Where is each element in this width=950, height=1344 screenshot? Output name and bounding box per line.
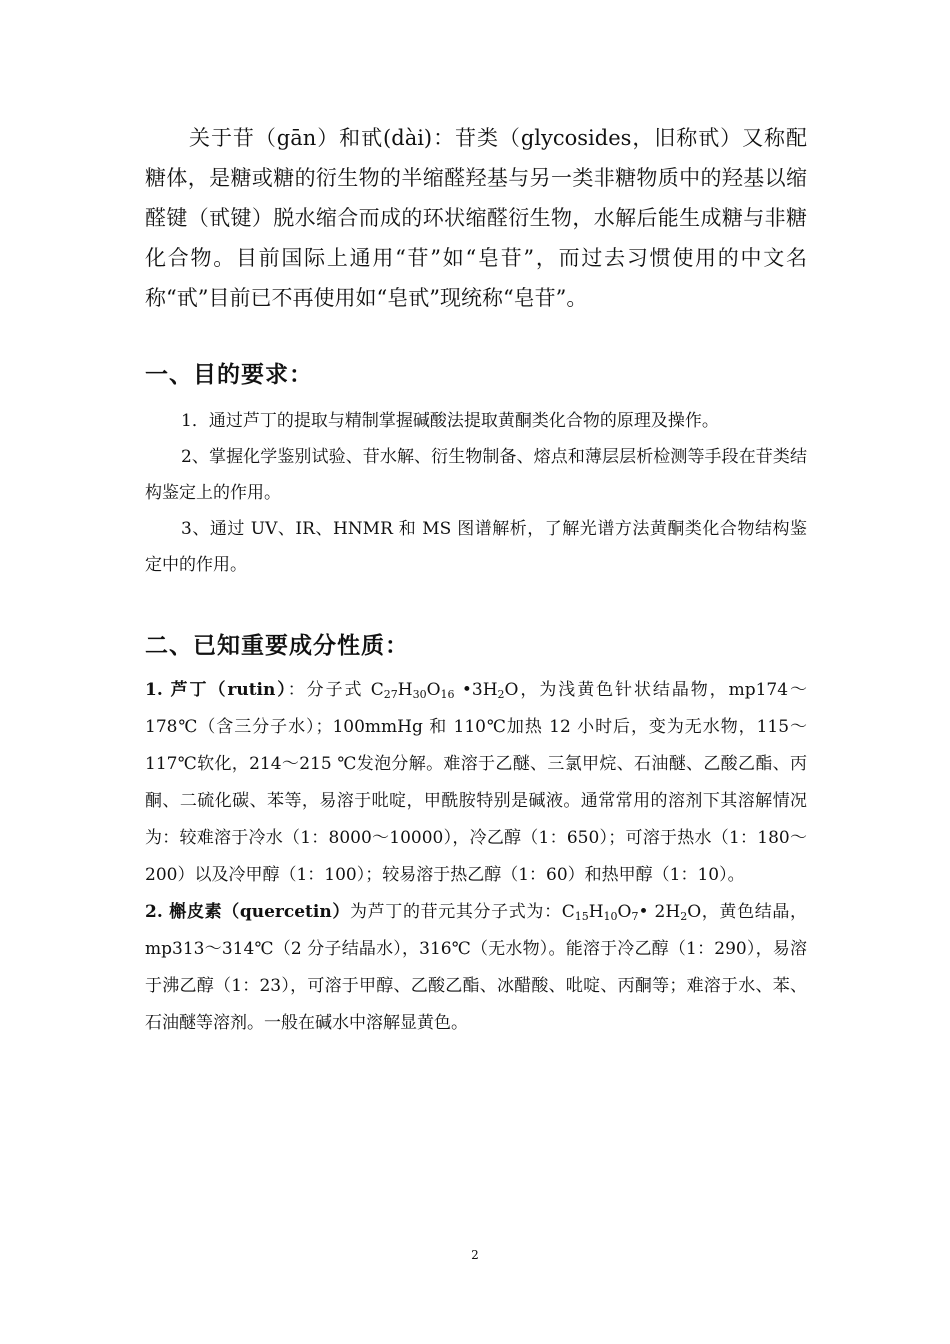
section-heading-properties: 二、已知重要成分性质：: [145, 633, 409, 659]
rutin-label: 1. 芦丁（rutin）: [145, 680, 288, 700]
quercetin-description: O，黄色结晶，mp313～314℃（2 分子结晶水），316℃（无水物）。能溶于冷乙醇（1：290），易溶于沸乙醇（1：23），可溶于甲醇、乙酸乙酯、冰醋酸、吡啶、丙酮等；难溶于水、苯、石油醚等溶剂。一般在碱水中溶解显黄色。: [145, 902, 807, 1033]
quercetin-formula-sub: 2: [680, 910, 688, 923]
quercetin-formula-part: 为芦丁的苷元其分子式为：C: [350, 902, 575, 922]
quercetin-formula-sub: 7: [631, 910, 639, 923]
rutin-description: O，为浅黄色针状结晶物，mp174～178℃（含三分子水）；100mmHg 和 110℃加热 12 小时后，变为无水物，115～117℃软化，214～215 ℃发泡分解。难溶于乙醚、三氯甲烷、石油醚、乙酸乙酯、丙酮、二硫化碳、苯等，易溶于吡啶，甲酰胺特别是碱液。通常常用的溶剂下其溶解情况为：较难溶于冷水（1：8000～10000），冷乙醇（1：650）；可溶于热水（1：180～200）以及冷甲醇（1：100）；较易溶于热乙醇（1：60）和热甲醇（1：10）。: [145, 680, 807, 885]
rutin-formula-part: ：分子式 C: [287, 680, 384, 700]
quercetin-formula-part: O: [617, 902, 632, 922]
properties-list: [145, 672, 807, 1042]
page-number: 2: [471, 1248, 479, 1262]
intro-paragraph: 关于苷（gān）和甙(dài)：苷类（glycosides，旧称甙）又称配糖体，是糖或糖的衍生物的半缩醛羟基与另一类非糖物质中的羟基以缩醛键（甙键）脱水缩合而成的环状缩醛衍生物，水解后能生成糖与非糖化合物。目前国际上通用“苷”如“皂苷”，而过去习惯使用的中文名称“甙”目前已不再使用如“皂甙”现统称“皂苷”。: [145, 126, 807, 310]
rutin-formula-part: H: [397, 680, 413, 700]
quercetin-label: 2. 槲皮素（quercetin）: [145, 902, 351, 922]
rutin-formula-sub: 30: [412, 688, 427, 701]
quercetin-formula-part: • 2H: [638, 902, 681, 922]
quercetin-formula-part: H: [588, 902, 604, 922]
section-heading-objectives: 一、目的要求：: [145, 362, 313, 388]
property-quercetin: [145, 894, 807, 1042]
property-rutin: [145, 672, 807, 894]
rutin-formula-part: •3H: [454, 680, 498, 700]
rutin-formula-sub: 16: [440, 688, 455, 701]
rutin-formula-sub: 2: [497, 688, 505, 701]
page-content: [145, 118, 807, 1042]
objective-item-2: 2、掌握化学鉴别试验、苷水解、衍生物制备、熔点和薄层层析检测等手段在苷类结构鉴定上的作用。: [145, 447, 807, 503]
quercetin-formula-sub: 10: [603, 910, 618, 923]
objectives-list: [145, 403, 807, 583]
quercetin-formula-sub: 15: [574, 910, 589, 923]
rutin-formula-sub: 27: [383, 688, 398, 701]
objective-item-3: 3、通过 UV、IR、HNMR 和 MS 图谱解析，了解光谱方法黄酮类化合物结构鉴定中的作用。: [145, 519, 807, 575]
objective-item-1: 1．通过芦丁的提取与精制掌握碱酸法提取黄酮类化合物的原理及操作。: [181, 411, 719, 431]
rutin-formula-part: O: [426, 680, 441, 700]
